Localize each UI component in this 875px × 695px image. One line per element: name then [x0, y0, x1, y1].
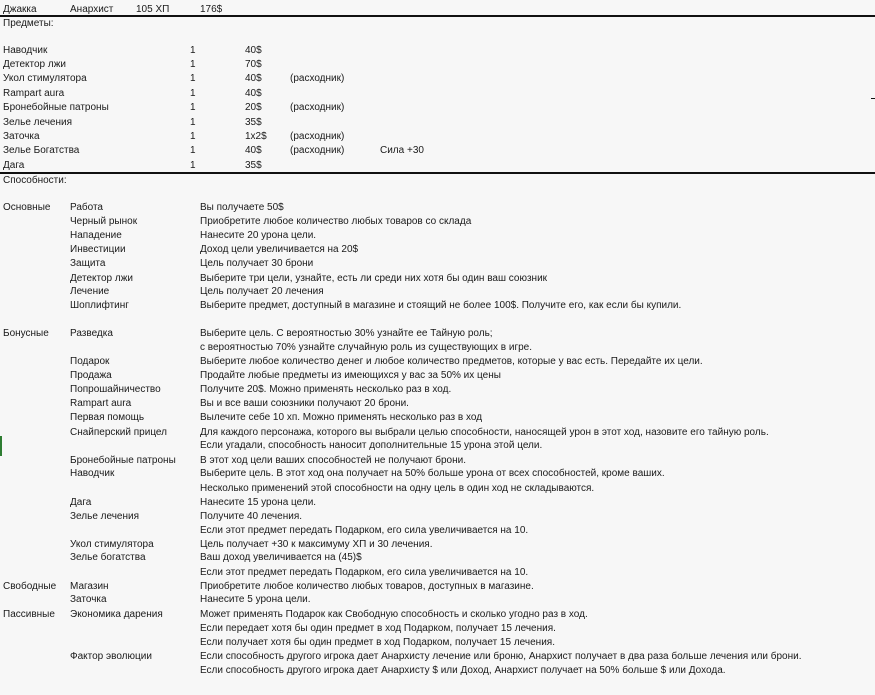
ability-desc: Если способность другого игрока дает Анархисту лечение или броню, Анархист получает в два раза больше лечения или брони.	[200, 651, 802, 662]
ability-desc: Нанесите 15 урона цели.	[200, 497, 317, 508]
ability-desc: Если передает хотя бы один предмет в ход Подарком, получает 15 лечения.	[200, 623, 556, 634]
ability-name: Экономика дарения	[70, 609, 163, 620]
character-role: Анархист	[70, 4, 114, 15]
ability-desc: Доход цели увеличивается на 20$	[200, 244, 359, 255]
cell-tick	[871, 98, 875, 99]
item-price: 40$	[245, 73, 262, 84]
ability-name: Продажа	[70, 370, 112, 381]
ability-name: Шоплифтинг	[70, 300, 129, 311]
item-price: 35$	[245, 160, 262, 171]
ability-name: Наводчик	[70, 468, 115, 479]
ability-desc: Вылечите себе 10 хп. Можно применять несколько раз в ход	[200, 412, 483, 423]
ability-name: Заточка	[70, 594, 107, 605]
ability-desc: Если получает хотя бы один предмет в ход Подарком, получает 15 лечения.	[200, 637, 555, 648]
ability-desc: Выберите три цели, узнайте, есть ли среди них хотя бы один ваш союзник	[200, 273, 548, 284]
abilities-section-title: Способности:	[3, 175, 67, 186]
ability-desc: Приобретите любое количество любых товаров, доступных в магазине.	[200, 581, 534, 592]
ability-name: Rampart aura	[70, 398, 132, 409]
character-name: Джакка	[3, 4, 37, 15]
ability-desc: Получите 40 лечения.	[200, 511, 303, 522]
item-price: 40$	[245, 88, 262, 99]
ability-desc: Приобретите любое количество любых товаров со склада	[200, 216, 472, 227]
ability-desc: Продайте любые предметы из имеющихся у вас за 50% их цены	[200, 370, 501, 381]
character-hp: 105 ХП	[136, 4, 170, 15]
ability-name: Зелье богатства	[70, 552, 146, 563]
ability-desc: Цель получает 20 лечения	[200, 286, 324, 297]
item-note: (расходник)	[290, 131, 345, 142]
ability-name: Укол стимулятора	[70, 539, 154, 550]
item-qty: 1	[190, 160, 196, 171]
ability-desc: Несколько применений этой способности на одну цель в один ход не складываются.	[200, 483, 595, 494]
ability-desc: Выберите предмет, доступный в магазине и стоящий не более 100$. Получите его, как если бы купили.	[200, 300, 682, 311]
ability-desc: Ваш доход увеличивается на (45)$	[200, 552, 362, 563]
character-money: 176$	[200, 4, 223, 15]
items-divider	[0, 172, 875, 174]
ability-name: Первая помощь	[70, 412, 145, 423]
ability-desc: с вероятностью 70% узнайте случайную роль из существующих в игре.	[200, 342, 533, 353]
ability-desc: Если угадали, способность наносит дополнительные 15 урона этой цели.	[200, 440, 543, 451]
ability-name: Разведка	[70, 328, 113, 339]
cell-marker	[0, 436, 2, 456]
ability-desc: Может применять Подарок как Свободную способность и сколько угодно раз в ход.	[200, 609, 588, 620]
ability-name: Подарок	[70, 356, 110, 367]
ability-name: Черный рынок	[70, 216, 138, 227]
item-name: Наводчик	[3, 45, 48, 56]
item-note: (расходник)	[290, 73, 345, 84]
ability-desc: Для каждого персонажа, которого вы выбрали целью способности, наносящей урон в этот ход, назовите его тайную роль.	[200, 427, 769, 438]
item-extra: Сила +30	[380, 145, 424, 156]
item-qty: 1	[190, 145, 196, 156]
ability-desc: Вы и все ваши союзники получают 20 брони.	[200, 398, 409, 409]
item-qty: 1	[190, 117, 196, 128]
ability-desc: Цель получает +30 к максимуму ХП и 30 лечения.	[200, 539, 433, 550]
ability-name: Лечение	[70, 286, 110, 297]
ability-cat: Пассивные	[3, 609, 55, 620]
ability-desc: Если этот предмет передать Подарком, его сила увеличивается на 10.	[200, 567, 529, 578]
ability-name: Фактор эволюции	[70, 651, 152, 662]
ability-desc: Если этот предмет передать Подарком, его сила увеличивается на 10.	[200, 525, 529, 536]
ability-desc: В этот ход цели ваших способностей не получают брони.	[200, 455, 466, 466]
item-qty: 1	[190, 45, 196, 56]
item-qty: 1	[190, 88, 196, 99]
item-price: 35$	[245, 117, 262, 128]
ability-name: Инвестиции	[70, 244, 126, 255]
ability-name: Детектор лжи	[70, 273, 133, 284]
item-qty: 1	[190, 131, 196, 142]
item-name: Дага	[3, 160, 25, 171]
ability-name: Попрошайничество	[70, 384, 161, 395]
ability-name: Нападение	[70, 230, 122, 241]
header-divider	[0, 15, 875, 17]
item-name: Зелье лечения	[3, 117, 73, 128]
ability-cat: Бонусные	[3, 328, 49, 339]
ability-name: Дага	[70, 497, 92, 508]
ability-desc: Выберите цель. С вероятностью 30% узнайте ее Тайную роль;	[200, 328, 493, 339]
item-name: Детектор лжи	[3, 59, 66, 70]
item-name: Заточка	[3, 131, 40, 142]
ability-cat: Основные	[3, 202, 51, 213]
item-note: (расходник)	[290, 102, 345, 113]
ability-desc: Получите 20$. Можно применять несколько раз в ход.	[200, 384, 452, 395]
item-qty: 1	[190, 59, 196, 70]
ability-name: Магазин	[70, 581, 109, 592]
item-qty: 1	[190, 73, 196, 84]
ability-desc: Выберите любое количество денег и любое количество предметов, которые у вас есть. Передайте их цели.	[200, 356, 703, 367]
ability-desc: Если способность другого игрока дает Анархисту $ или Доход, Анархист получает на 50% больше $ или Дохода.	[200, 665, 726, 676]
ability-desc: Выберите цель. В этот ход она получает на 50% больше урона от всех способностей, кроме ваших.	[200, 468, 665, 479]
item-price: 40$	[245, 45, 262, 56]
item-name: Укол стимулятора	[3, 73, 87, 84]
item-name: Rampart aura	[3, 88, 65, 99]
item-price: 20$	[245, 102, 262, 113]
ability-desc: Вы получаете 50$	[200, 202, 284, 213]
ability-name: Зелье лечения	[70, 511, 140, 522]
ability-name: Бронебойные патроны	[70, 455, 176, 466]
items-section-title: Предметы:	[3, 18, 54, 29]
ability-desc: Нанесите 20 урона цели.	[200, 230, 317, 241]
ability-desc: Цель получает 30 брони	[200, 258, 314, 269]
item-name: Зелье Богатства	[3, 145, 80, 156]
ability-name: Снайперский прицел	[70, 427, 167, 438]
ability-cat: Свободные	[3, 581, 57, 592]
item-qty: 1	[190, 102, 196, 113]
item-price: 40$	[245, 145, 262, 156]
item-note: (расходник)	[290, 145, 345, 156]
item-price: 70$	[245, 59, 262, 70]
ability-name: Работа	[70, 202, 103, 213]
ability-name: Защита	[70, 258, 106, 269]
item-name: Бронебойные патроны	[3, 102, 109, 113]
item-price: 1x2$	[245, 131, 267, 142]
ability-desc: Нанесите 5 урона цели.	[200, 594, 311, 605]
